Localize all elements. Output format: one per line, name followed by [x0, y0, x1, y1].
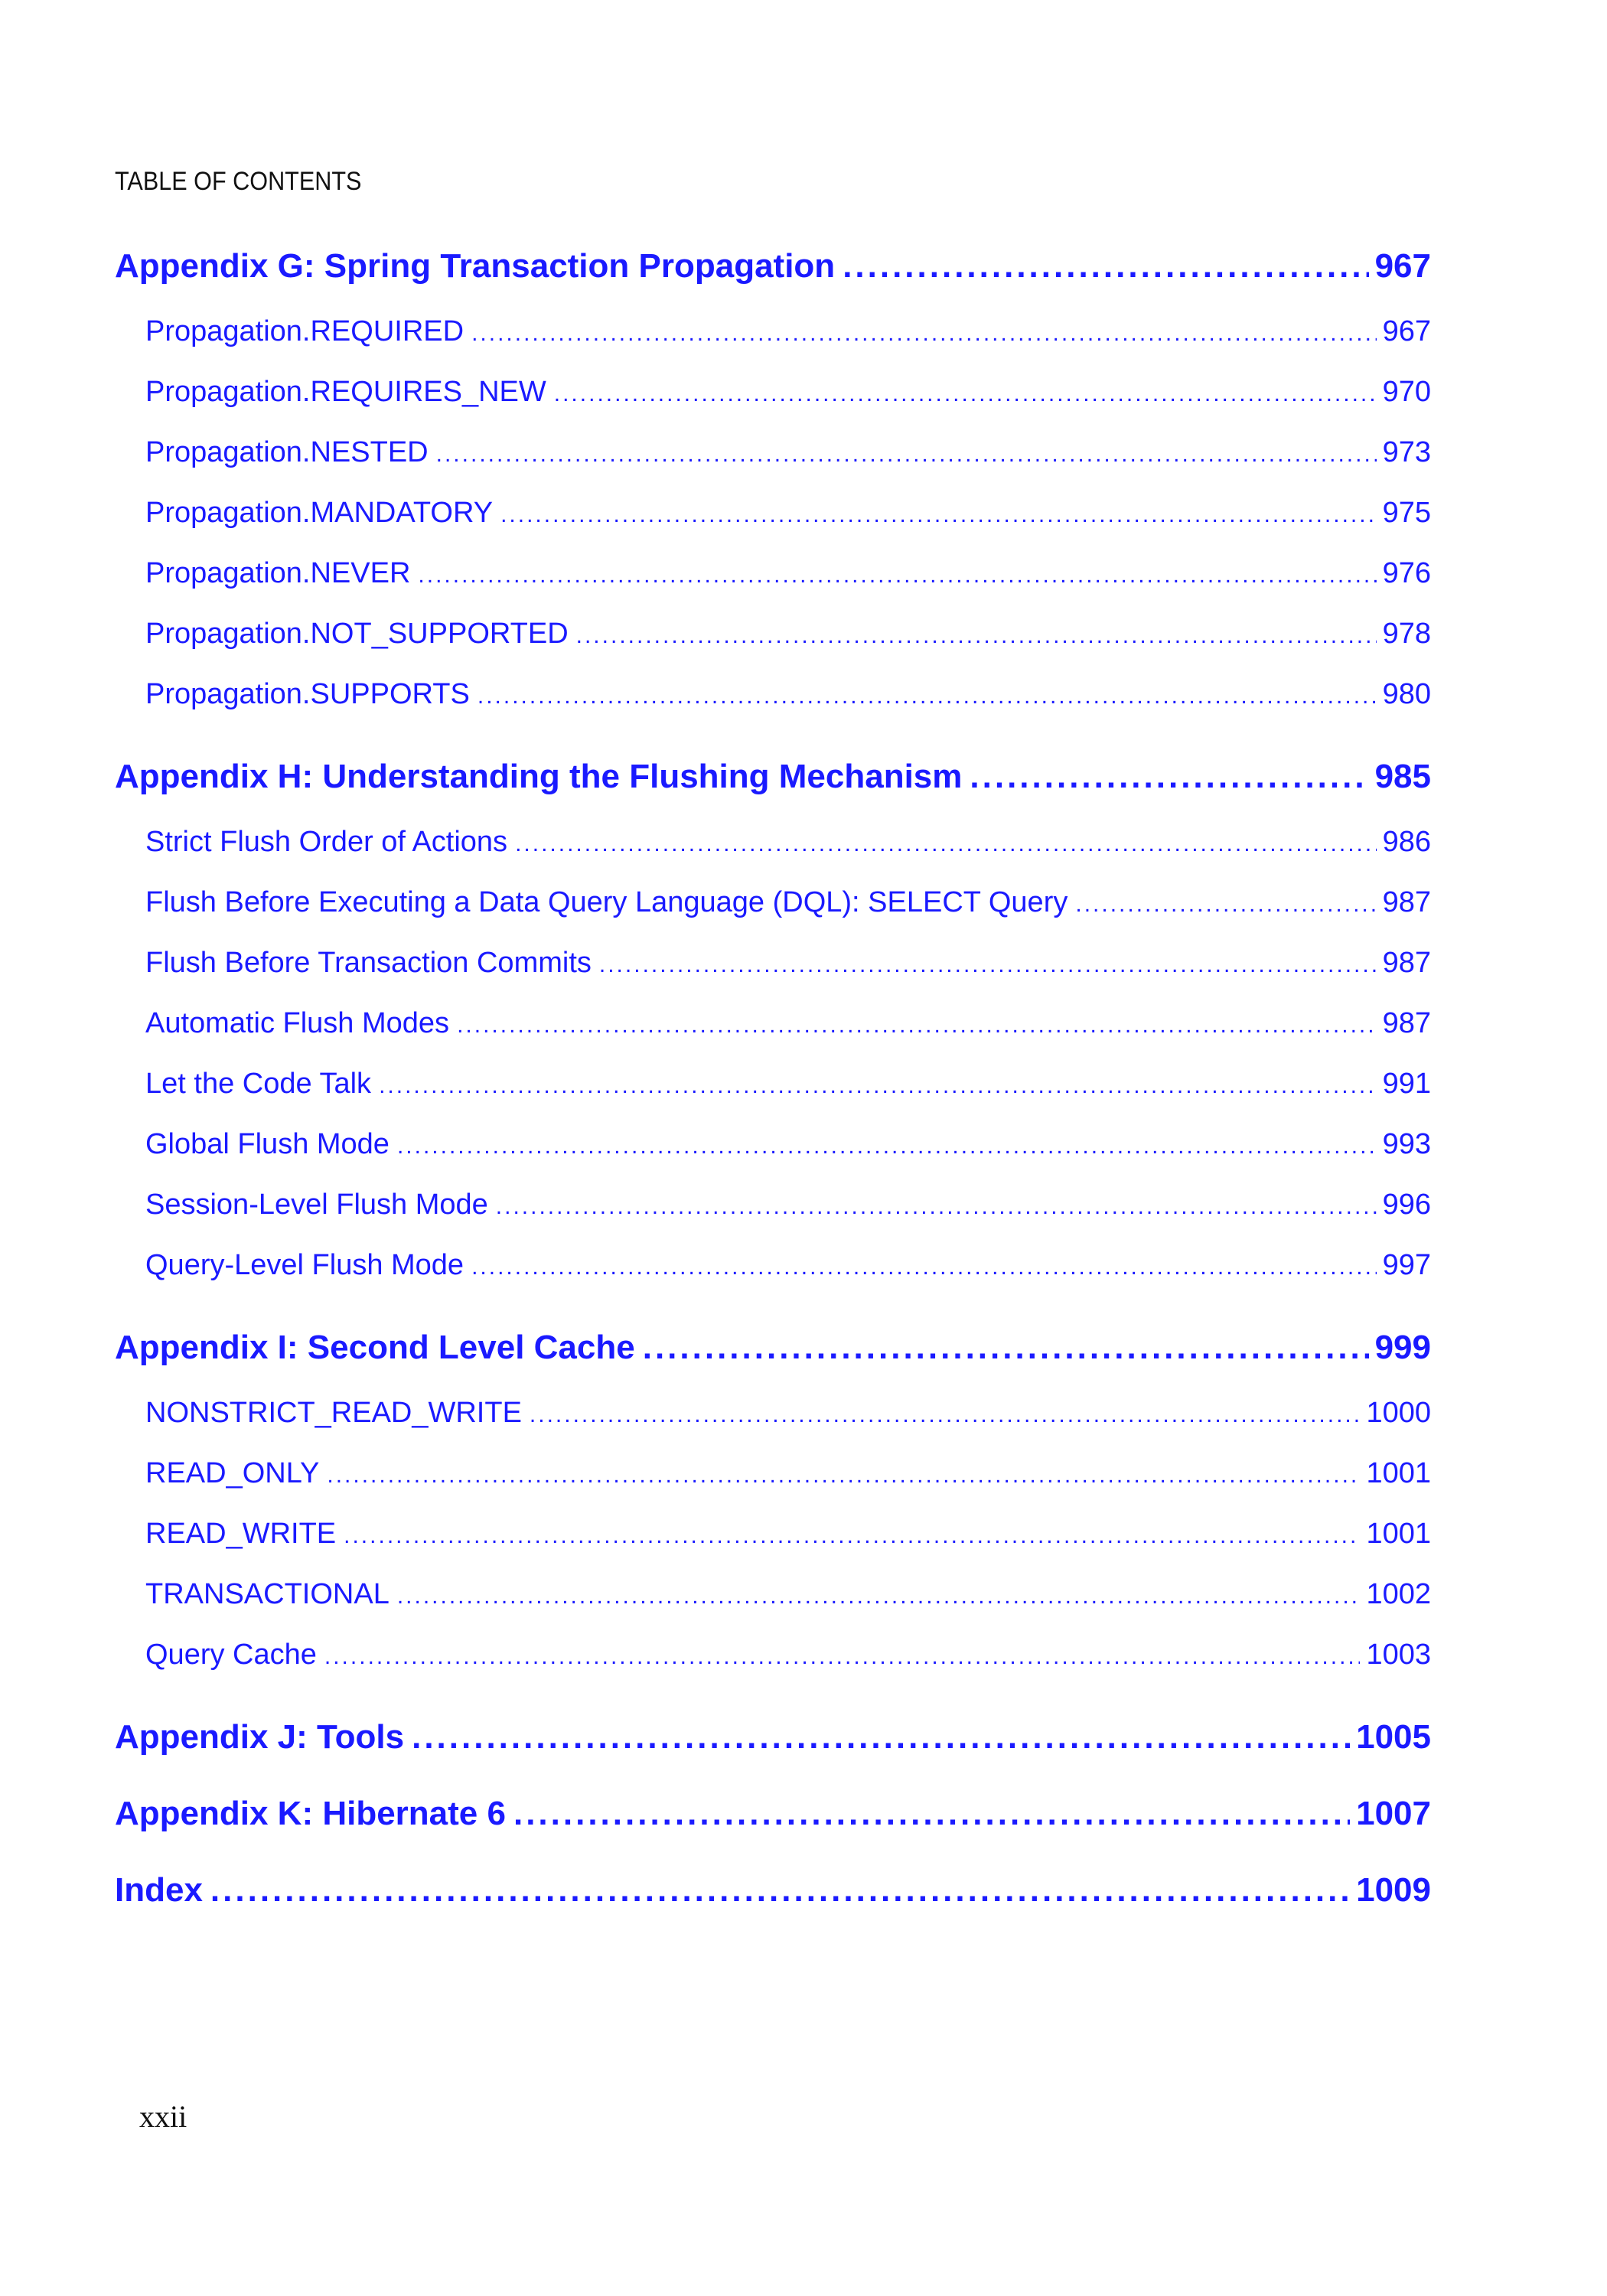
toc-section-entry[interactable]: [115, 362, 1431, 422]
toc-section-entry[interactable]: [115, 604, 1431, 664]
toc-section-page: 1002: [1366, 1578, 1431, 1610]
dot-leader: [970, 754, 1368, 800]
dot-leader: [576, 605, 1377, 666]
toc-section-page: 1001: [1366, 1457, 1431, 1489]
dot-leader: [327, 1445, 1360, 1505]
toc-section-page: 975: [1382, 497, 1431, 529]
dot-leader: [397, 1566, 1361, 1626]
toc-section-entry[interactable]: [115, 1504, 1431, 1564]
toc-section-entry[interactable]: [115, 1235, 1431, 1296]
toc-entry-page: 1009: [1356, 1871, 1431, 1909]
dot-leader: [843, 243, 1368, 289]
toc-section-page: 1000: [1366, 1397, 1431, 1429]
toc-entry-page: 1007: [1356, 1795, 1431, 1832]
toc-section-title: Query Cache: [145, 1639, 317, 1671]
toc-section-page: 987: [1382, 947, 1431, 979]
toc-section-page: 997: [1382, 1249, 1431, 1281]
dot-leader: [457, 995, 1377, 1055]
toc-section-title: Flush Before Executing a Data Query Language (DQL): SELECT Query: [145, 886, 1068, 918]
dot-leader: [643, 1325, 1369, 1371]
toc-section-entry[interactable]: [115, 812, 1431, 872]
dot-leader: [324, 1626, 1361, 1687]
toc-section-page: 996: [1382, 1189, 1431, 1221]
toc-section-entry[interactable]: [115, 302, 1431, 362]
page-number: xxii: [139, 2099, 187, 2134]
toc-entry-appendix-g[interactable]: [115, 243, 1431, 289]
dot-leader: [471, 1237, 1377, 1297]
toc-section-entry[interactable]: [115, 1383, 1431, 1443]
toc-section-page: 987: [1382, 1007, 1431, 1039]
toc-entry-page: 985: [1374, 758, 1431, 795]
dot-leader: [471, 303, 1377, 364]
table-of-contents: [115, 243, 1431, 1944]
toc-section-entry[interactable]: [115, 872, 1431, 933]
toc-section-title: Propagation.REQUIRES_NEW: [145, 376, 546, 408]
dot-leader: [500, 484, 1377, 545]
toc-section-page: 980: [1382, 678, 1431, 710]
toc-section-title: READ_WRITE: [145, 1518, 337, 1550]
toc-entry-title: Appendix I: Second Level Cache: [115, 1329, 635, 1366]
dot-leader: [379, 1055, 1377, 1116]
toc-section-title: Propagation.NOT_SUPPORTED: [145, 618, 569, 650]
toc-entry-appendix-j[interactable]: [115, 1714, 1431, 1760]
toc-section-page: 1001: [1366, 1518, 1431, 1550]
toc-section-page: 970: [1382, 376, 1431, 408]
dot-leader: [418, 545, 1376, 605]
dot-leader: [554, 364, 1377, 424]
toc-section-title: NONSTRICT_READ_WRITE: [145, 1397, 522, 1429]
toc-section-title: Propagation.SUPPORTS: [145, 678, 470, 710]
dot-leader: [344, 1505, 1360, 1566]
toc-section-title: Propagation.NESTED: [145, 436, 429, 468]
toc-section-title: Flush Before Transaction Commits: [145, 947, 592, 979]
dot-leader: [496, 1176, 1377, 1237]
toc-section-entry[interactable]: [115, 993, 1431, 1054]
toc-section-title: Query-Level Flush Mode: [145, 1249, 464, 1281]
toc-section-entry[interactable]: [115, 1625, 1431, 1685]
toc-entry-page: 967: [1374, 247, 1431, 285]
toc-section-title: READ_ONLY: [145, 1457, 320, 1489]
toc-section-page: 987: [1382, 886, 1431, 918]
toc-section-title: Strict Flush Order of Actions: [145, 826, 508, 858]
toc-section-page: 967: [1382, 315, 1431, 347]
toc-entry-page: 1005: [1356, 1718, 1431, 1756]
toc-entry-index[interactable]: [115, 1867, 1431, 1913]
toc-section-entry[interactable]: [115, 664, 1431, 725]
toc-section-page: 993: [1382, 1128, 1431, 1160]
toc-section-title: TRANSACTIONAL: [145, 1578, 390, 1610]
toc-entry-appendix-h[interactable]: [115, 754, 1431, 800]
toc-section-page: 1003: [1366, 1639, 1431, 1671]
toc-section-title: Session-Level Flush Mode: [145, 1189, 488, 1221]
toc-section-entry[interactable]: [115, 1054, 1431, 1114]
dot-leader: [436, 424, 1377, 484]
toc-entry-title: Appendix J: Tools: [115, 1718, 405, 1756]
toc-section-page: 991: [1382, 1068, 1431, 1100]
toc-section-entry[interactable]: [115, 1564, 1431, 1625]
running-head: TABLE OF CONTENTS: [115, 167, 362, 196]
toc-section-entry[interactable]: [115, 1114, 1431, 1175]
toc-entry-page: 999: [1374, 1329, 1431, 1366]
toc-entry-title: Index: [115, 1871, 203, 1909]
dot-leader: [599, 934, 1377, 995]
toc-entry-appendix-i[interactable]: [115, 1325, 1431, 1371]
toc-section-title: Automatic Flush Modes: [145, 1007, 450, 1039]
dot-leader: [478, 666, 1377, 726]
toc-entry-title: Appendix H: Understanding the Flushing Mechanism: [115, 758, 963, 795]
toc-section-page: 978: [1382, 618, 1431, 650]
toc-section-title: Propagation.REQUIRED: [145, 315, 464, 347]
toc-section-entry[interactable]: [115, 422, 1431, 483]
toc-section-title: Let the Code Talk: [145, 1068, 372, 1100]
toc-section-title: Global Flush Mode: [145, 1128, 390, 1160]
dot-leader: [397, 1116, 1377, 1176]
dot-leader: [210, 1867, 1350, 1913]
dot-leader: [515, 814, 1377, 874]
toc-entry-title: Appendix K: Hibernate 6: [115, 1795, 506, 1832]
toc-section-page: 973: [1382, 436, 1431, 468]
toc-section-entry[interactable]: [115, 1175, 1431, 1235]
toc-section-entry[interactable]: [115, 543, 1431, 604]
toc-section-page: 976: [1382, 557, 1431, 589]
toc-entry-appendix-k[interactable]: [115, 1791, 1431, 1837]
toc-section-entry[interactable]: [115, 483, 1431, 543]
toc-entry-title: Appendix G: Spring Transaction Propagation: [115, 247, 836, 285]
toc-section-title: Propagation.NEVER: [145, 557, 411, 589]
toc-section-title: Propagation.MANDATORY: [145, 497, 494, 529]
toc-section-page: 986: [1382, 826, 1431, 858]
dot-leader: [513, 1791, 1350, 1837]
dot-leader: [530, 1384, 1361, 1445]
dot-leader: [1075, 874, 1376, 934]
toc-section-entry[interactable]: [115, 1443, 1431, 1504]
dot-leader: [412, 1714, 1350, 1760]
toc-section-entry[interactable]: [115, 933, 1431, 993]
